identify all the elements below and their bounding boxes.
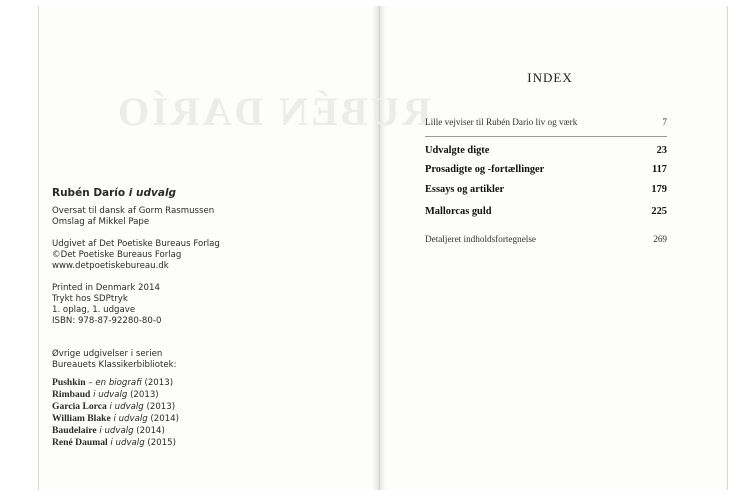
isbn-line: ISBN: 978-87-92280-80-0 xyxy=(52,316,162,326)
toc-entry-title: Lille vejviser til Rubén Darío liv og værk xyxy=(425,117,578,127)
toc-entry xyxy=(425,234,667,244)
index-title: INDEX xyxy=(527,70,573,85)
toc-entry-page: 225 xyxy=(651,206,667,217)
toc-entry-title: Essays og artikler xyxy=(425,184,505,195)
toc-entry-title: Prosadigte og -fortællinger xyxy=(425,164,545,175)
toc-entry-page: 7 xyxy=(662,117,667,127)
series-item: Pushkin – en biografi (2013) xyxy=(52,377,174,388)
book-gutter xyxy=(372,6,386,490)
publisher-website: www.detpoetiskebureau.dk xyxy=(52,261,169,271)
toc-entry-title: Mallorcas guld xyxy=(425,206,492,217)
credit-line: Oversat til dansk af Gorm Rasmussen xyxy=(52,206,215,216)
series-block xyxy=(52,349,352,449)
toc-entry-page: 269 xyxy=(653,234,667,244)
publisher-line: Udgivet af Det Poetiske Bureaus Forlag xyxy=(52,239,220,249)
toc-entry xyxy=(425,145,667,156)
printing-line: Printed in Denmark 2014 xyxy=(52,283,160,293)
toc-entry-page: 23 xyxy=(656,145,667,156)
series-item: René Daumal i udvalg (2015) xyxy=(52,437,176,448)
credits-block xyxy=(52,206,352,228)
toc-entry xyxy=(425,184,667,195)
toc-entry-page: 117 xyxy=(651,164,667,175)
toc-divider xyxy=(425,136,667,137)
credit-line: Omslag af Mikkel Pape xyxy=(52,217,150,227)
toc-entry-page: 179 xyxy=(651,184,667,195)
series-item: Baudelaire i udvalg (2014) xyxy=(52,425,165,436)
series-item: William Blake i udvalg (2014) xyxy=(52,413,179,424)
series-heading: Øvrige udgivelser i serien xyxy=(52,349,163,359)
toc-entry xyxy=(425,206,667,217)
book-title-suffix: i udvalg xyxy=(128,187,177,199)
series-heading: Bureauets Klassikerbibliotek: xyxy=(52,360,177,370)
series-list xyxy=(52,377,352,449)
toc-entry xyxy=(425,164,667,175)
printing-line: 1. oplag, 1. udgave xyxy=(52,305,136,315)
show-through-title: RUBÉN DARÍO xyxy=(115,89,432,134)
toc-entry xyxy=(425,117,667,127)
publisher-line: ©Det Poetiske Bureaus Forlag xyxy=(52,250,182,260)
toc-entry-title: Udvalgte digte xyxy=(425,145,490,156)
toc-entry-title: Detaljeret indholdsfortegnelse xyxy=(425,234,536,244)
publisher-block xyxy=(52,239,352,272)
colophon xyxy=(52,188,352,449)
series-item: Garcia Lorca i udvalg (2013) xyxy=(52,401,176,412)
printing-block xyxy=(52,283,352,327)
book-title-author: Rubén Darío xyxy=(52,187,126,199)
series-item: Rimbaud i udvalg (2013) xyxy=(52,389,159,400)
printing-line: Trykt hos SDPtryk xyxy=(52,294,128,304)
book-title xyxy=(52,188,352,199)
